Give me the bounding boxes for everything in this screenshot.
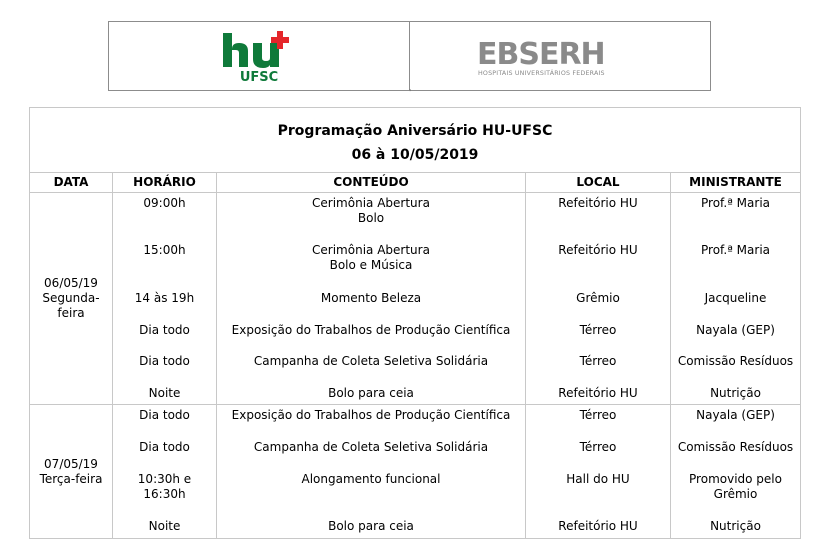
event-content-column	[217, 193, 526, 405]
event-minister: Nutrição	[710, 519, 761, 533]
event-time: Dia todo	[139, 323, 190, 337]
ebserh-logo-text: EBSERH	[477, 37, 605, 72]
event-time-column	[113, 193, 217, 405]
schedule-table	[29, 107, 801, 539]
event-local-column	[526, 405, 671, 539]
ebserh-logo	[409, 22, 710, 90]
col-conteudo-header: CONTEÚDO	[217, 173, 526, 193]
event-minister-column	[671, 193, 801, 405]
event-local: Térreo	[579, 408, 617, 422]
event-content-column	[217, 405, 526, 539]
event-local: Refeitório HU	[558, 519, 638, 533]
weekday-value: Segunda-feira	[42, 291, 100, 320]
event-minister: Comissão Resíduos	[677, 440, 794, 454]
event-time: 09:00h	[143, 196, 186, 210]
event-content: Bolo para ceia	[328, 519, 414, 533]
date-cell	[30, 193, 113, 405]
event-minister: Nayala (GEP)	[696, 323, 775, 337]
event-content: Campanha de Coleta Seletiva Solidária	[253, 440, 489, 454]
col-horario-header: HORÁRIO	[113, 173, 217, 193]
event-minister: Jacqueline	[704, 291, 767, 305]
event-minister-column	[671, 405, 801, 539]
title-row	[30, 108, 801, 173]
event-content: Bolo para ceia	[328, 386, 414, 400]
event-local: Térreo	[579, 354, 617, 368]
weekday-value: Terça-feira	[39, 471, 103, 486]
event-time: Dia todo	[139, 354, 190, 368]
event-minister: Prof.ª Maria	[701, 196, 770, 210]
event-time: 14 às 19h	[134, 291, 195, 305]
ebserh-logo-subtext: HOSPITAIS UNIVERSITÁRIOS FEDERAIS	[478, 70, 605, 77]
ebserh-logo-mark	[475, 34, 645, 78]
col-ministrante-header: MINISTRANTE	[671, 173, 801, 193]
page-title: Programação Aniversário HU-UFSC	[277, 123, 553, 139]
event-minister: Nutrição	[710, 386, 761, 400]
event-minister: Comissão Resíduos	[677, 354, 794, 368]
col-local-header: LOCAL	[526, 173, 671, 193]
col-data-header: DATA	[30, 173, 113, 193]
event-content: Alongamento funcional	[301, 472, 441, 486]
event-content: Cerimônia Abertura Bolo e Música	[312, 243, 430, 272]
date-value: 07/05/19	[44, 456, 98, 471]
event-minister: Prof.ª Maria	[701, 243, 770, 257]
logo-header	[108, 21, 711, 91]
event-time: 10:30h e 16:30h	[137, 472, 192, 501]
event-local-column	[526, 193, 671, 405]
column-header-row	[30, 173, 801, 193]
day-row	[30, 405, 801, 539]
event-content: Cerimônia Abertura Bolo	[312, 196, 430, 225]
stray-mark: '	[409, 88, 412, 97]
event-minister: Promovido pelo Grêmio	[689, 472, 782, 501]
hu-ufsc-logo-mark	[219, 27, 299, 85]
event-local: Grêmio	[576, 291, 620, 305]
event-time: Noite	[148, 386, 181, 400]
event-local: Térreo	[579, 440, 617, 454]
event-local: Refeitório HU	[558, 196, 638, 210]
event-time: Dia todo	[139, 408, 190, 422]
date-range: 06 à 10/05/2019	[351, 147, 479, 163]
event-time: 15:00h	[143, 243, 186, 257]
event-content: Campanha de Coleta Seletiva Solidária	[253, 354, 489, 368]
event-local: Refeitório HU	[558, 386, 638, 400]
event-time: Dia todo	[139, 440, 190, 454]
event-local: Hall do HU	[566, 472, 630, 486]
event-time: Noite	[148, 519, 181, 533]
event-content: Momento Beleza	[320, 291, 422, 305]
date-cell	[30, 405, 113, 539]
hu-logo-subtext: UFSC	[239, 70, 279, 85]
event-content: Exposição do Trabalhos de Produção Científica	[231, 408, 511, 422]
event-local: Térreo	[579, 323, 617, 337]
title-cell	[30, 108, 801, 173]
day-row	[30, 193, 801, 405]
event-time-column	[113, 405, 217, 539]
hu-ufsc-logo	[109, 22, 409, 90]
event-minister: Nayala (GEP)	[696, 408, 775, 422]
event-local: Refeitório HU	[558, 243, 638, 257]
date-value: 06/05/19	[44, 276, 98, 290]
event-content: Exposição do Trabalhos de Produção Científica	[231, 323, 511, 337]
